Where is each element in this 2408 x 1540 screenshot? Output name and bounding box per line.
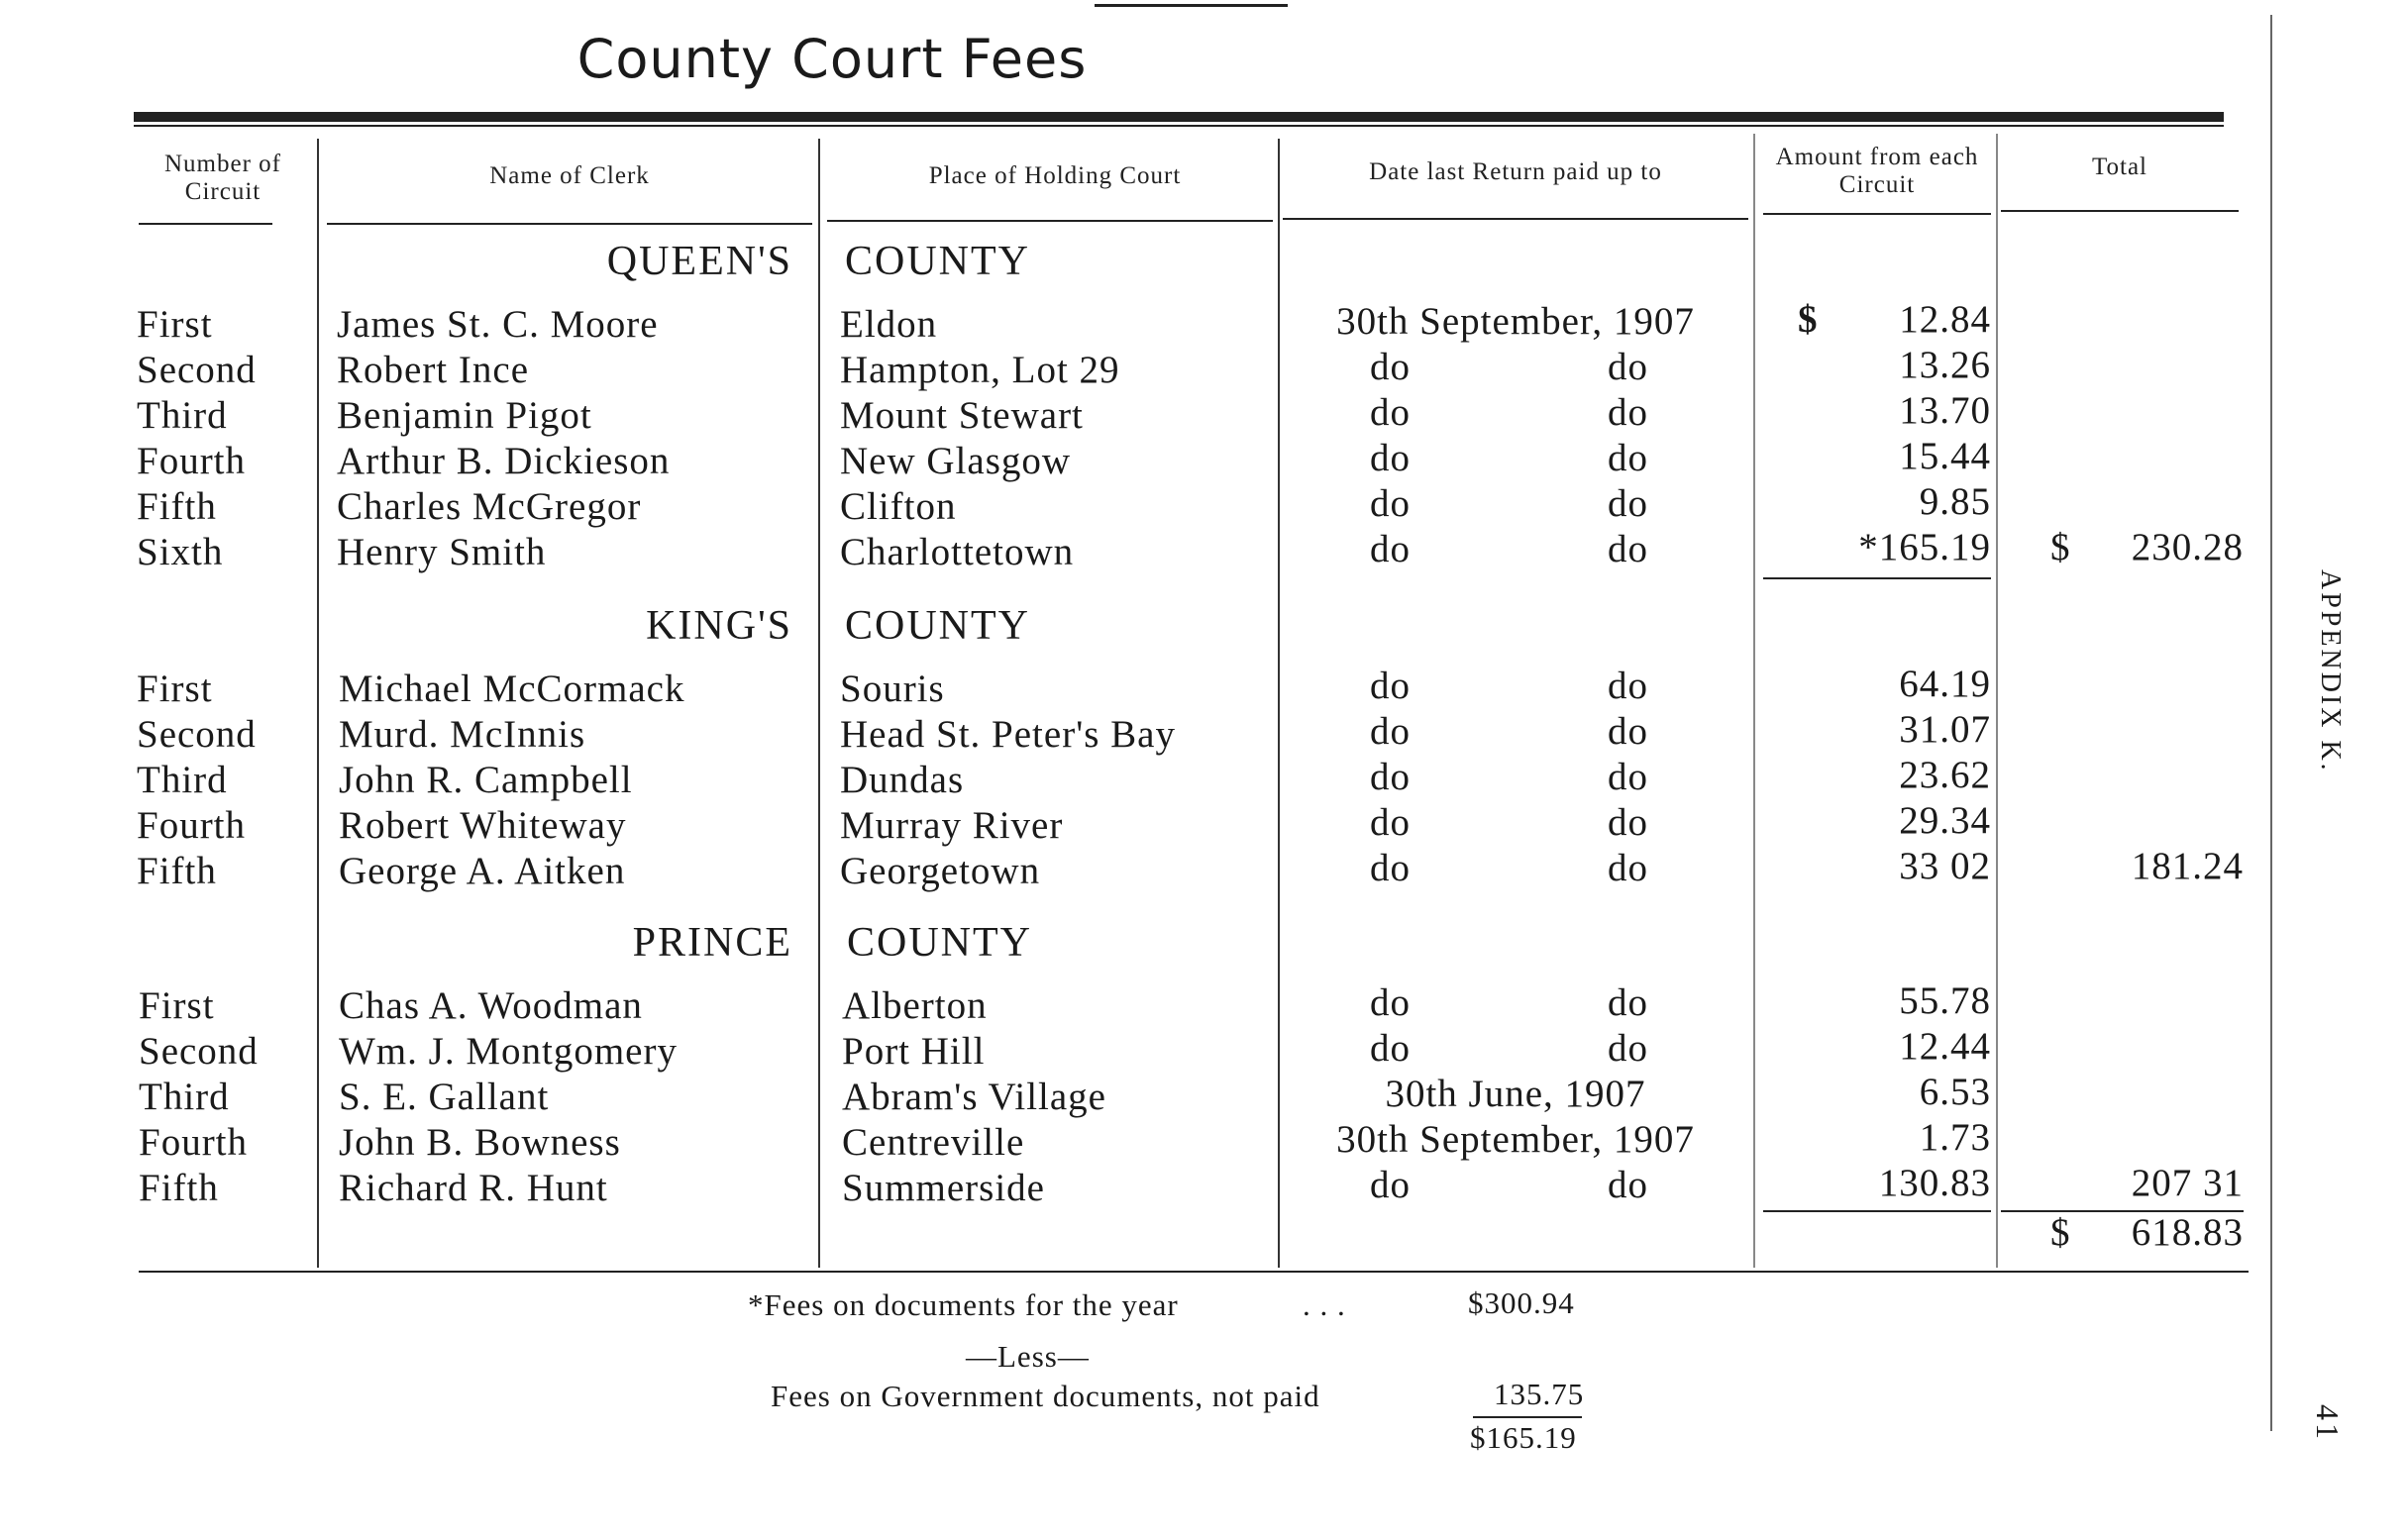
page-title: County Court Fees — [576, 28, 1088, 90]
circuit-cell: Fourth — [137, 440, 247, 482]
clerk-cell: Henry Smith — [337, 531, 547, 573]
ditto-cell: do — [1370, 1164, 1411, 1206]
header-underline-total — [2001, 210, 2239, 212]
subtotal-rule — [1763, 577, 1991, 579]
ditto-cell: do — [1608, 1027, 1648, 1070]
circuit-cell: Second — [139, 1030, 259, 1073]
amount-cell: 130.83 — [1878, 1162, 1991, 1204]
clerk-cell: Robert Ince — [337, 349, 530, 391]
column-divider — [1753, 134, 1755, 1268]
title-rule — [1095, 4, 1288, 7]
header-underline-clerk — [327, 223, 812, 225]
amount-cell: 12.44 — [1899, 1025, 1991, 1068]
clerk-cell: John B. Bowness — [339, 1121, 621, 1164]
amount-cell: 13.70 — [1899, 389, 1991, 432]
ditto-cell: do — [1608, 801, 1648, 844]
clerk-cell: Wm. J. Montgomery — [339, 1030, 678, 1073]
circuit-cell: Fifth — [137, 485, 217, 528]
clerk-cell: Chas A. Woodman — [339, 984, 643, 1027]
ditto-cell: do — [1370, 346, 1411, 388]
ditto-cell: do — [1370, 391, 1411, 434]
ditto-cell: do — [1370, 482, 1411, 525]
place-cell: Murray River — [840, 804, 1064, 847]
header-circuit: Number of Circuit — [164, 151, 281, 205]
amount-cell: 6.53 — [1919, 1071, 1991, 1113]
column-divider — [1278, 139, 1280, 1268]
circuit-cell: Second — [137, 713, 257, 756]
page-edge — [2270, 15, 2272, 1431]
county-name: KING'S — [646, 603, 792, 649]
ditto-cell: do — [1370, 981, 1411, 1024]
footnote-government-label: Fees on Government documents, not paid — [771, 1379, 1320, 1413]
section-total: 181.24 — [2131, 845, 2244, 887]
header-underline-date — [1283, 218, 1748, 220]
column-divider — [818, 139, 820, 1268]
header-place: Place of Holding Court — [928, 162, 1182, 189]
header-clerk: Name of Clerk — [489, 162, 650, 189]
ditto-cell: do — [1370, 665, 1411, 707]
clerk-cell: James St. C. Moore — [337, 303, 659, 346]
place-cell: Abram's Village — [842, 1076, 1106, 1118]
place-cell: Clifton — [840, 485, 957, 528]
place-cell: Eldon — [840, 303, 938, 346]
ditto-cell: do — [1608, 437, 1648, 479]
header-underline-place — [827, 220, 1273, 222]
column-divider — [317, 139, 319, 1268]
thick-top-rule — [134, 112, 2224, 122]
ditto-cell: do — [1608, 847, 1648, 889]
footnote-government-value: 135.75 — [1494, 1377, 1585, 1411]
place-cell: Hampton, Lot 29 — [840, 349, 1120, 391]
ditto-cell: do — [1608, 528, 1648, 570]
column-divider — [1996, 134, 1998, 1268]
place-cell: Mount Stewart — [840, 394, 1084, 437]
clerk-cell: Robert Whiteway — [339, 804, 627, 847]
county-label: COUNTY — [845, 603, 1030, 649]
thin-top-rule — [134, 125, 2224, 127]
date-cell: 30th June, 1907 — [1385, 1073, 1646, 1115]
page-number: 41 — [2310, 1404, 2346, 1442]
amount-cell: 64.19 — [1899, 663, 1991, 705]
ditto-cell: do — [1370, 801, 1411, 844]
footnote-leader-dots: . . . — [1303, 1287, 1346, 1322]
place-cell: Souris — [840, 667, 945, 710]
circuit-cell: Sixth — [137, 531, 224, 573]
currency-cell: $ — [1798, 298, 1819, 341]
section-total: 207 31 — [2131, 1162, 2244, 1204]
clerk-cell: Michael McCormack — [339, 667, 685, 710]
circuit-cell: Fourth — [139, 1121, 249, 1164]
circuit-cell: First — [139, 984, 215, 1027]
header-date: Date last Return paid up to — [1369, 158, 1662, 185]
date-cell: 30th September, 1907 — [1336, 300, 1695, 343]
date-cell: 30th September, 1907 — [1336, 1118, 1695, 1161]
grand-total-currency: $ — [2050, 1211, 2071, 1254]
circuit-cell: Third — [139, 1076, 230, 1118]
place-cell: Port Hill — [842, 1030, 986, 1073]
amount-cell: 9.85 — [1919, 480, 1991, 523]
amount-cell: 31.07 — [1899, 708, 1991, 751]
county-label: COUNTY — [847, 920, 1032, 966]
ditto-cell: do — [1608, 482, 1648, 525]
ditto-cell: do — [1370, 1027, 1411, 1070]
ditto-cell: do — [1608, 665, 1648, 707]
county-label: COUNTY — [845, 239, 1030, 284]
circuit-cell: Second — [137, 349, 257, 391]
amount-cell: 15.44 — [1899, 435, 1991, 477]
amount-cell: 29.34 — [1899, 799, 1991, 842]
appendix-label: APPENDIX K. — [2315, 569, 2346, 773]
ditto-cell: do — [1370, 756, 1411, 798]
place-cell: Alberton — [842, 984, 988, 1027]
clerk-cell: Murd. McInnis — [339, 713, 586, 756]
footnote-result: $165.19 — [1470, 1420, 1577, 1455]
county-name: QUEEN'S — [606, 239, 792, 284]
place-cell: New Glasgow — [840, 440, 1072, 482]
section-total: 230.28 — [2131, 526, 2244, 568]
ditto-cell: do — [1608, 1164, 1648, 1206]
clerk-cell: George A. Aitken — [339, 850, 626, 892]
footnote-rule — [1473, 1416, 1582, 1418]
clerk-cell: Benjamin Pigot — [337, 394, 592, 437]
ditto-cell: do — [1608, 981, 1648, 1024]
clerk-cell: S. E. Gallant — [339, 1076, 550, 1118]
total-currency: $ — [2050, 526, 2071, 568]
table-bottom-rule — [139, 1271, 2249, 1273]
amount-cell: 55.78 — [1899, 979, 1991, 1022]
place-cell: Centreville — [842, 1121, 1025, 1164]
amount-cell: 12.84 — [1899, 298, 1991, 341]
place-cell: Georgetown — [840, 850, 1041, 892]
place-cell: Charlottetown — [840, 531, 1075, 573]
clerk-cell: Richard R. Hunt — [339, 1167, 608, 1209]
place-cell: Dundas — [840, 759, 965, 801]
ditto-cell: do — [1370, 528, 1411, 570]
header-underline-circuit — [139, 223, 272, 225]
circuit-cell: Third — [137, 394, 228, 437]
amount-cell: 33 02 — [1899, 845, 1991, 887]
header-amount: Amount from each Circuit — [1775, 144, 1979, 198]
circuit-cell: First — [137, 667, 213, 710]
amount-cell: 1.73 — [1919, 1116, 1991, 1159]
ditto-cell: do — [1370, 847, 1411, 889]
header-total: Total — [2091, 154, 2147, 180]
circuit-cell: Third — [137, 759, 228, 801]
amount-cell: *165.19 — [1858, 526, 1991, 568]
ditto-cell: do — [1370, 710, 1411, 753]
header-underline-amount — [1763, 213, 1991, 215]
ditto-cell: do — [1608, 756, 1648, 798]
subtotal-rule — [1763, 1210, 1991, 1212]
clerk-cell: Arthur B. Dickieson — [337, 440, 671, 482]
amount-cell: 23.62 — [1899, 754, 1991, 796]
ditto-cell: do — [1608, 710, 1648, 753]
ditto-cell: do — [1608, 391, 1648, 434]
place-cell: Summerside — [842, 1167, 1045, 1209]
footnote-less: —Less— — [966, 1339, 1090, 1374]
ditto-cell: do — [1608, 346, 1648, 388]
amount-cell: 13.26 — [1899, 344, 1991, 386]
circuit-cell: Fifth — [139, 1167, 219, 1209]
circuit-cell: Fourth — [137, 804, 247, 847]
grand-total: 618.83 — [2131, 1211, 2244, 1254]
circuit-cell: First — [137, 303, 213, 346]
ditto-cell: do — [1370, 437, 1411, 479]
clerk-cell: John R. Campbell — [339, 759, 633, 801]
county-name: PRINCE — [632, 920, 792, 966]
clerk-cell: Charles McGregor — [337, 485, 642, 528]
circuit-cell: Fifth — [137, 850, 217, 892]
footnote-fees-value: $300.94 — [1468, 1285, 1575, 1320]
footnote-fees-label: *Fees on documents for the year — [748, 1287, 1179, 1322]
place-cell: Head St. Peter's Bay — [840, 713, 1176, 756]
